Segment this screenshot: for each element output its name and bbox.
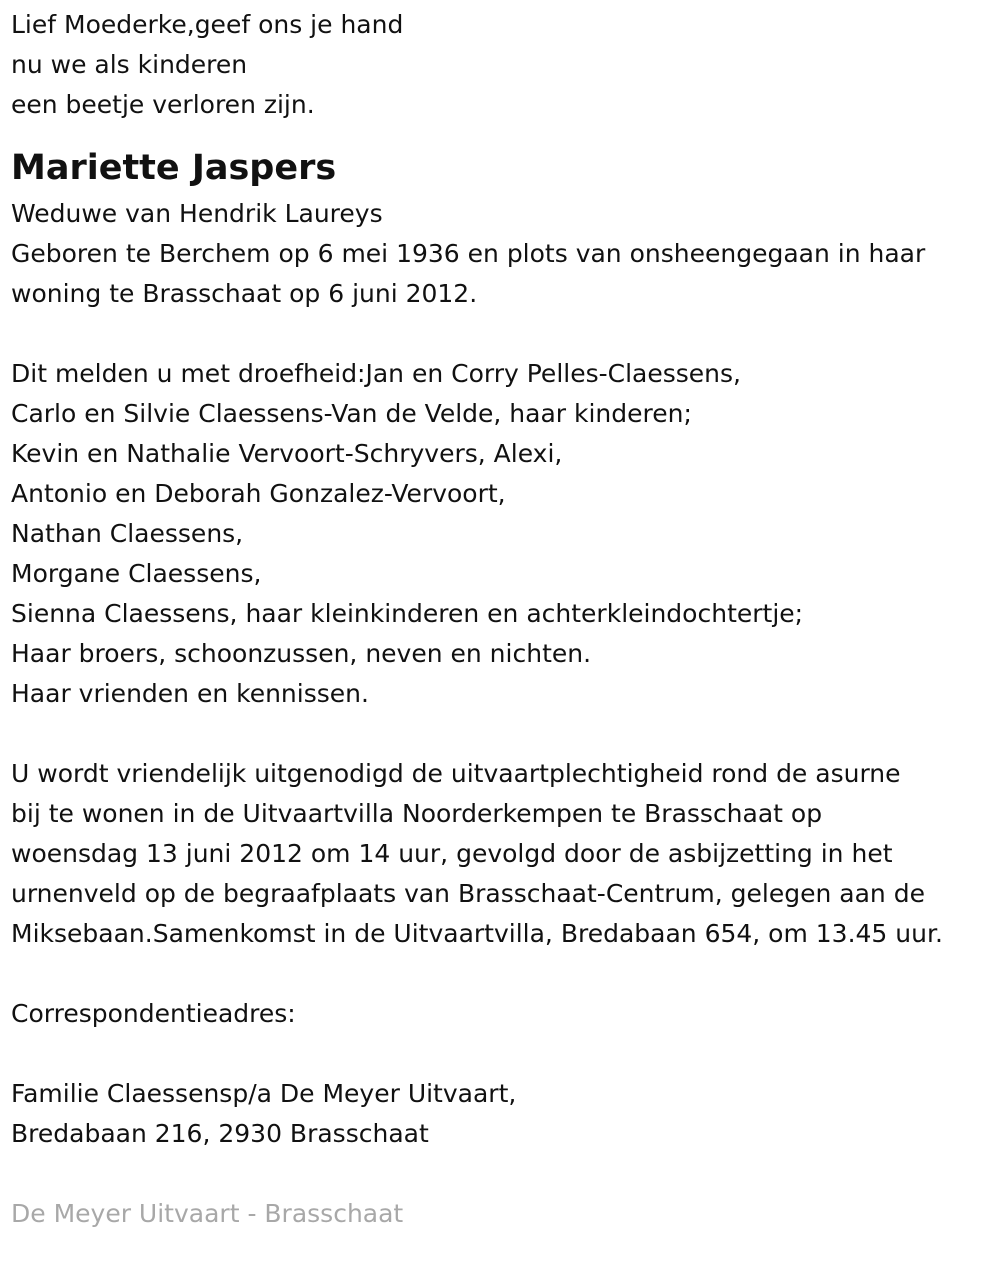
correspondence-label: Correspondentieadres: [11, 999, 296, 1028]
ceremony-line: U wordt vriendelijk uitgenodigd de uitvaartplechtigheid rond de asurne [11, 759, 901, 788]
verse-line: een beetje verloren zijn. [11, 90, 315, 119]
ceremony-line: urnenveld op de begraafplaats van Brasschaat-Centrum, gelegen aan de [11, 879, 925, 908]
verse [11, 5, 996, 125]
intro-line: woning te Brasschaat op 6 juni 2012. [11, 279, 478, 308]
obituary-notice [11, 5, 996, 1234]
spacer [11, 714, 996, 754]
ceremony-details [11, 754, 996, 954]
spacer [11, 954, 996, 994]
verse-line: Lief Moederke,geef ons je hand [11, 10, 404, 39]
funeral-home-footer: De Meyer Uitvaart - Brasschaat [11, 1199, 404, 1228]
verse-line: nu we als kinderen [11, 50, 248, 79]
deceased-name: Mariette Jaspers [11, 148, 337, 188]
address-line: Familie Claessensp/a De Meyer Uitvaart, [11, 1079, 517, 1108]
spacer [11, 1034, 996, 1074]
ceremony-line: Miksebaan.Samenkomst in de Uitvaartvilla, Bredabaan 654, om 13.45 uur. [11, 919, 943, 948]
family-line: Antonio en Deborah Gonzalez-Vervoort, [11, 479, 506, 508]
family-line: Carlo en Silvie Claessens-Van de Velde, haar kinderen; [11, 399, 692, 428]
family-line: Dit melden u met droefheid:Jan en Corry Pelles-Claessens, [11, 359, 741, 388]
family-line: Haar vrienden en kennissen. [11, 679, 369, 708]
spacer [11, 314, 996, 354]
intro-line: Geboren te Berchem op 6 mei 1936 en plots van onsheengegaan in haar [11, 239, 926, 268]
ceremony-line: bij te wonen in de Uitvaartvilla Noorderkempen te Brasschaat op [11, 799, 823, 828]
family-line: Sienna Claessens, haar kleinkinderen en achterkleindochtertje; [11, 599, 804, 628]
family-list [11, 354, 996, 714]
family-line: Kevin en Nathalie Vervoort-Schryvers, Alexi, [11, 439, 563, 468]
correspondence-address [11, 1074, 996, 1154]
intro [11, 194, 996, 314]
family-line: Morgane Claessens, [11, 559, 262, 588]
family-line: Haar broers, schoonzussen, neven en nichten. [11, 639, 592, 668]
ceremony-line: woensdag 13 juni 2012 om 14 uur, gevolgd door de asbijzetting in het [11, 839, 893, 868]
intro-line: Weduwe van Hendrik Laureys [11, 199, 383, 228]
address-line: Bredabaan 216, 2930 Brasschaat [11, 1119, 429, 1148]
family-line: Nathan Claessens, [11, 519, 244, 548]
